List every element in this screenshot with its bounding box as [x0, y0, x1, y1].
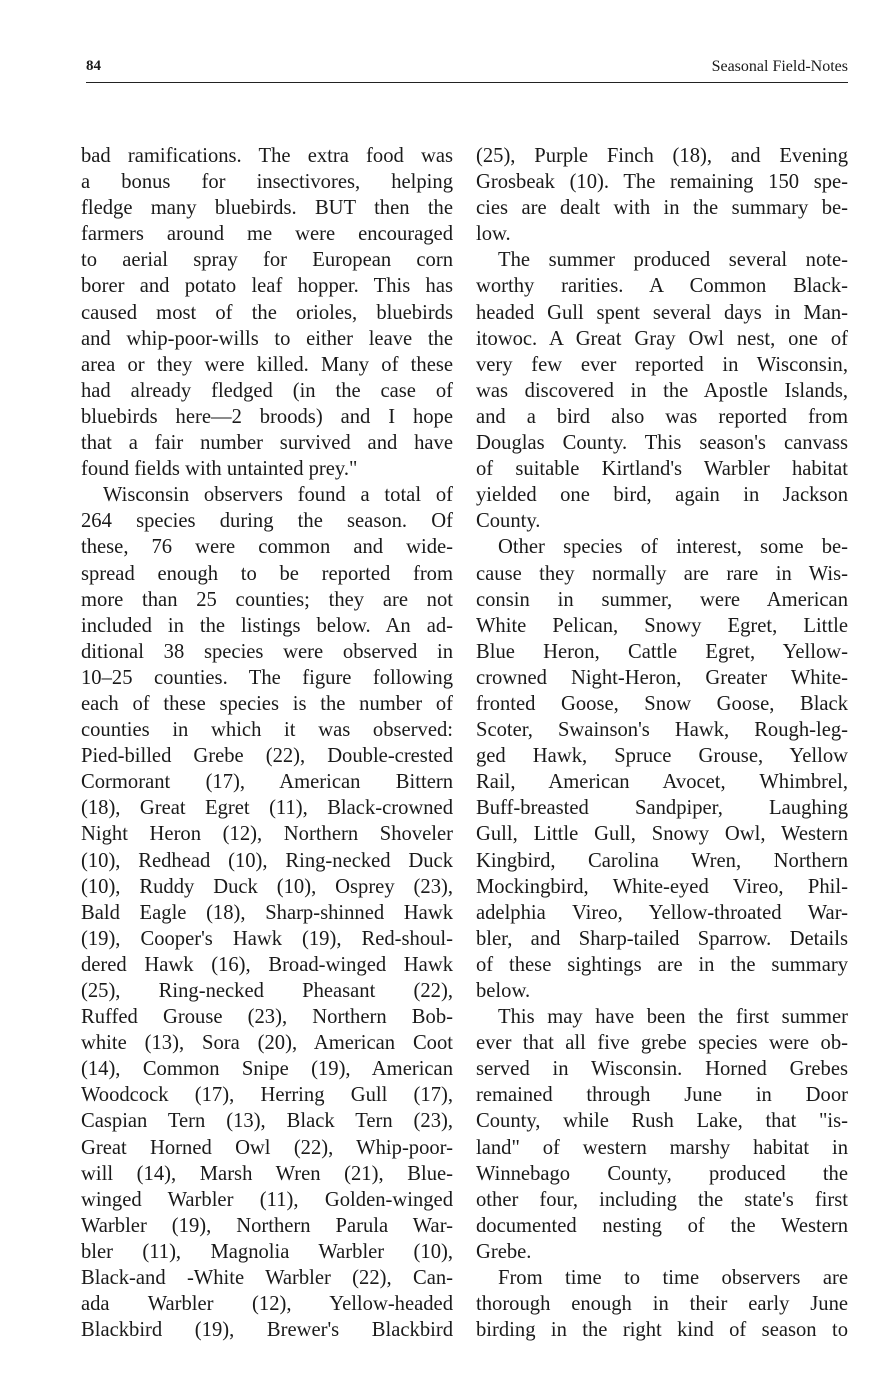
text-line: This may have been the first summer: [498, 1006, 848, 1029]
text-line: low.: [476, 223, 511, 246]
text-line: ada Warbler (12), Yellow-headed: [81, 1293, 453, 1316]
text-line: Buff-breasted Sandpiper, Laughing: [476, 797, 848, 820]
text-line: 264 species during the season. Of: [81, 510, 453, 533]
text-line: fronted Goose, Snow Goose, Black: [476, 692, 848, 715]
text-line: Other species of interest, some be-: [498, 536, 848, 559]
text-line: ged Hawk, Spruce Grouse, Yellow: [476, 745, 848, 768]
text-line: had already fledged (in the case of: [81, 379, 453, 402]
text-line: and whip-poor-wills to either leave the: [81, 327, 453, 350]
text-line: County.: [476, 510, 541, 533]
left-column: [81, 143, 453, 1343]
text-line: Scoter, Swainson's Hawk, Rough-leg-: [476, 719, 848, 742]
text-line: Kingbird, Carolina Wren, Northern: [476, 849, 848, 872]
text-line: remained through June in Door: [476, 1084, 848, 1107]
text-line: adelphia Vireo, Yellow-throated War-: [476, 901, 848, 924]
text-line: County, while Rush Lake, that "is-: [476, 1110, 848, 1133]
text-line: borer and potato leaf hopper. This has: [81, 275, 453, 298]
text-line: found fields with untainted prey.": [81, 458, 358, 481]
text-line: caused most of the orioles, bluebirds: [81, 301, 453, 324]
text-line: ever that all five grebe species were ob-: [476, 1032, 848, 1055]
text-line: (10), Ruddy Duck (10), Osprey (23),: [81, 875, 453, 898]
text-line: land" of western marshy habitat in: [476, 1136, 848, 1159]
text-line: Wisconsin observers found a total of: [103, 484, 453, 507]
text-line: cause they normally are rare in Wis-: [476, 562, 848, 585]
text-line: Bald Eagle (18), Sharp-shinned Hawk: [81, 901, 453, 924]
text-line: a bonus for insectivores, helping: [81, 171, 453, 194]
text-line: (10), Redhead (10), Ring-necked Duck: [81, 849, 453, 872]
text-line: very few ever reported in Wisconsin,: [476, 353, 848, 376]
text-line: The summer produced several note-: [498, 249, 848, 272]
text-line: Woodcock (17), Herring Gull (17),: [81, 1084, 453, 1107]
text-line: (18), Great Egret (11), Black-crowned: [81, 797, 453, 820]
running-head: Seasonal Field-Notes: [711, 58, 848, 75]
text-line: Ruffed Grouse (23), Northern Bob-: [81, 1006, 453, 1029]
text-line: itowoc. A Great Gray Owl nest, one of: [476, 327, 848, 350]
text-line: ditional 38 species were observed in: [81, 640, 453, 663]
text-line: (25), Purple Finch (18), and Evening: [476, 145, 848, 167]
text-line: Mockingbird, White-eyed Vireo, Phil-: [476, 875, 848, 898]
text-line: 10–25 counties. The figure following: [81, 666, 453, 689]
text-line: Gull, Little Gull, Snowy Owl, Western: [476, 823, 848, 846]
text-line: White Pelican, Snowy Egret, Little: [476, 614, 848, 637]
text-line: worthy rarities. A Common Black-: [476, 275, 848, 298]
page-header: [86, 56, 848, 83]
text-line: Great Horned Owl (22), Whip-poor-: [81, 1136, 453, 1159]
text-line: and a bird also was reported from: [476, 405, 848, 428]
text-line: Cormorant (17), American Bittern: [81, 771, 453, 794]
text-line: included in the listings below. An ad-: [81, 614, 453, 637]
text-line: (14), Common Snipe (19), American: [81, 1058, 453, 1081]
text-line: Blackbird (19), Brewer's Blackbird: [81, 1319, 453, 1342]
text-line: Warbler (19), Northern Parula War-: [81, 1214, 453, 1237]
text-line: to aerial spray for European corn: [81, 249, 453, 272]
text-line: fledge many bluebirds. BUT then the: [81, 197, 453, 220]
text-line: Caspian Tern (13), Black Tern (23),: [81, 1110, 453, 1133]
text-line: Blue Heron, Cattle Egret, Yellow-: [476, 640, 848, 663]
text-line: Winnebago County, produced the: [476, 1162, 848, 1185]
text-line: more than 25 counties; they are not: [81, 588, 453, 611]
text-line: area or they were killed. Many of these: [81, 353, 453, 376]
text-line: white (13), Sora (20), American Coot: [81, 1032, 453, 1055]
text-line: of suitable Kirtland's Warbler habitat: [476, 458, 848, 481]
text-line: headed Gull spent several days in Man-: [476, 301, 848, 324]
text-line: (25), Ring-necked Pheasant (22),: [81, 980, 453, 1002]
text-line: (19), Cooper's Hawk (19), Red-shoul-: [81, 927, 453, 950]
text-line: Rail, American Avocet, Whimbrel,: [476, 771, 848, 794]
text-line: Douglas County. This season's canvass: [476, 432, 848, 455]
text-line: counties in which it was observed:: [81, 719, 453, 742]
text-line: Pied-billed Grebe (22), Double-crested: [81, 745, 453, 768]
text-line: each of these species is the number of: [81, 692, 453, 715]
text-line: Grosbeak (10). The remaining 150 spe-: [476, 171, 848, 194]
right-column: [476, 143, 848, 1343]
text-line: will (14), Marsh Wren (21), Blue-: [81, 1162, 453, 1185]
text-line: bler, and Sharp-tailed Sparrow. Details: [476, 927, 848, 950]
page-number: 84: [86, 58, 101, 74]
text-line: farmers around me were encouraged: [81, 223, 453, 246]
text-line: Grebe.: [476, 1240, 532, 1263]
text-line: bad ramifications. The extra food was: [81, 145, 453, 167]
text-line: crowned Night-Heron, Greater White-: [476, 666, 848, 689]
text-line: spread enough to be reported from: [81, 562, 453, 585]
text-line: cies are dealt with in the summary be-: [476, 197, 848, 220]
text-line: winged Warbler (11), Golden-winged: [81, 1188, 453, 1211]
text-line: of these sightings are in the summary: [476, 953, 848, 976]
text-line: yielded one bird, again in Jackson: [476, 484, 848, 507]
text-line: documented nesting of the Western: [476, 1214, 848, 1237]
text-line: From time to time observers are: [498, 1267, 848, 1290]
text-line: bluebirds here—2 broods) and I hope: [81, 405, 453, 428]
text-line: other four, including the state's first: [476, 1188, 848, 1211]
text-line: that a fair number survived and have: [81, 432, 453, 455]
text-line: dered Hawk (16), Broad-winged Hawk: [81, 953, 453, 976]
text-line: bler (11), Magnolia Warbler (10),: [81, 1240, 453, 1263]
text-line: birding in the right kind of season to: [476, 1319, 848, 1342]
text-line: Night Heron (12), Northern Shoveler: [81, 823, 453, 846]
text-line: Black-and -White Warbler (22), Can-: [81, 1267, 453, 1290]
text-line: was discovered in the Apostle Islands,: [476, 379, 848, 402]
text-line: below.: [476, 980, 531, 1002]
text-line: these, 76 were common and wide-: [81, 536, 453, 559]
text-line: thorough enough in their early June: [476, 1293, 848, 1316]
text-line: consin in summer, were American: [476, 588, 848, 611]
text-line: served in Wisconsin. Horned Grebes: [476, 1058, 848, 1081]
